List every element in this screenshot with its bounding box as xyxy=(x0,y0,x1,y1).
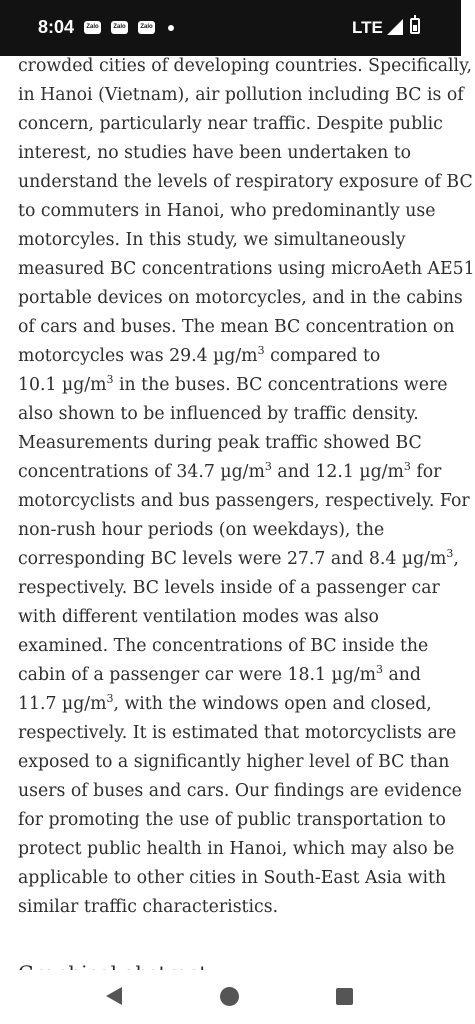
recents-icon[interactable] xyxy=(336,988,353,1005)
navigation-bar xyxy=(0,970,461,1024)
abstract-line: protect public health in Hanoi, which may also be xyxy=(18,839,455,859)
abstract-line: exposed to a significantly higher level of BC than xyxy=(18,752,450,772)
abstract-line: measured BC concentrations using microAeth AE51 xyxy=(18,259,475,279)
abstract-line xyxy=(18,545,459,574)
text-segment: 10.1 µg/m xyxy=(18,375,107,395)
abstract-line: motorcyclists and bus passengers, respectively. For xyxy=(18,491,470,511)
abstract-line: in Hanoi (Vietnam), air pollution including BC is of xyxy=(18,85,464,105)
zalo-notification-icon: Zalo xyxy=(84,21,101,34)
text-segment: corresponding BC levels were 27.7 and 8.4 µg/m xyxy=(18,549,447,569)
superscript-exponent: 3 xyxy=(264,460,272,473)
text-segment: , with the windows open and closed, xyxy=(113,694,432,714)
superscript-exponent: 3 xyxy=(106,692,114,705)
abstract-line: concern, particularly near traffic. Despite public xyxy=(18,114,443,134)
abstract-line: interest, no studies have been undertaken to xyxy=(18,143,412,163)
back-icon[interactable] xyxy=(106,987,122,1005)
text-segment: , xyxy=(453,549,459,569)
battery-icon xyxy=(410,18,420,34)
text-segment: and xyxy=(383,665,421,685)
abstract-line: similar traffic characteristics. xyxy=(18,897,279,917)
text-segment: and 12.1 µg/m xyxy=(271,462,404,482)
abstract-line: also shown to be influenced by traffic density. xyxy=(18,404,419,424)
abstract-line xyxy=(18,458,448,487)
abstract-line: applicable to other cities in South-East Asia with xyxy=(18,868,447,888)
abstract-line: of cars and buses. The mean BC concentration on xyxy=(18,317,455,337)
more-notifications-dot-icon xyxy=(168,25,174,31)
abstract-line: portable devices on motorcycles, and in the cabins xyxy=(18,288,463,308)
abstract-line: examined. The concentrations of BC inside the xyxy=(18,636,429,656)
superscript-exponent: 3 xyxy=(446,547,454,560)
section-heading-partial xyxy=(18,958,448,968)
abstract-line: respectively. It is estimated that motorcyclists are xyxy=(18,723,457,743)
superscript-exponent: 3 xyxy=(403,460,411,473)
zalo-notification-icon: Zalo xyxy=(138,21,155,34)
abstract-line xyxy=(18,342,448,371)
status-bar xyxy=(0,0,461,56)
superscript-exponent: 3 xyxy=(376,663,383,676)
text-segment: compared to xyxy=(264,346,381,366)
abstract-line: crowded cities of developing countries. Specifically, xyxy=(18,56,473,76)
superscript-exponent: 3 xyxy=(106,373,114,386)
text-segment: cabin of a passenger car were 18.1 µg/m xyxy=(18,665,376,685)
signal-icon xyxy=(387,19,403,35)
zalo-notification-icon: Zalo xyxy=(111,21,128,34)
abstract-line xyxy=(18,690,448,719)
abstract-text xyxy=(18,52,475,922)
abstract-line xyxy=(18,661,448,690)
abstract-line: non-rush hour periods (on weekdays), the xyxy=(18,520,385,540)
abstract-line: respectively. BC levels inside of a passenger car xyxy=(18,578,440,598)
abstract-line: users of buses and cars. Our findings are evidence xyxy=(18,781,462,801)
clock: 8:04 xyxy=(38,17,75,37)
text-segment: in the buses. BC concentrations were xyxy=(113,375,448,395)
abstract-line: understand the levels of respiratory exposure of BC xyxy=(18,172,473,192)
network-type: LTE xyxy=(352,18,383,37)
text-segment: concentrations of 34.7 µg/m xyxy=(18,462,265,482)
text-segment: motorcycles was 29.4 µg/m xyxy=(18,346,258,366)
text-segment: for xyxy=(410,462,442,482)
home-icon[interactable] xyxy=(220,987,239,1006)
abstract-line: motorcyles. In this study, we simultaneously xyxy=(18,230,406,250)
abstract-line: to commuters in Hanoi, who predominantly use xyxy=(18,201,436,221)
abstract-line: with different ventilation modes was also xyxy=(18,607,379,627)
abstract-line xyxy=(18,371,448,400)
superscript-exponent: 3 xyxy=(257,344,265,357)
abstract-line: Measurements during peak traffic showed BC xyxy=(18,433,422,453)
abstract-line: for promoting the use of public transportation to xyxy=(18,810,446,830)
text-segment: 11.7 µg/m xyxy=(18,694,107,714)
